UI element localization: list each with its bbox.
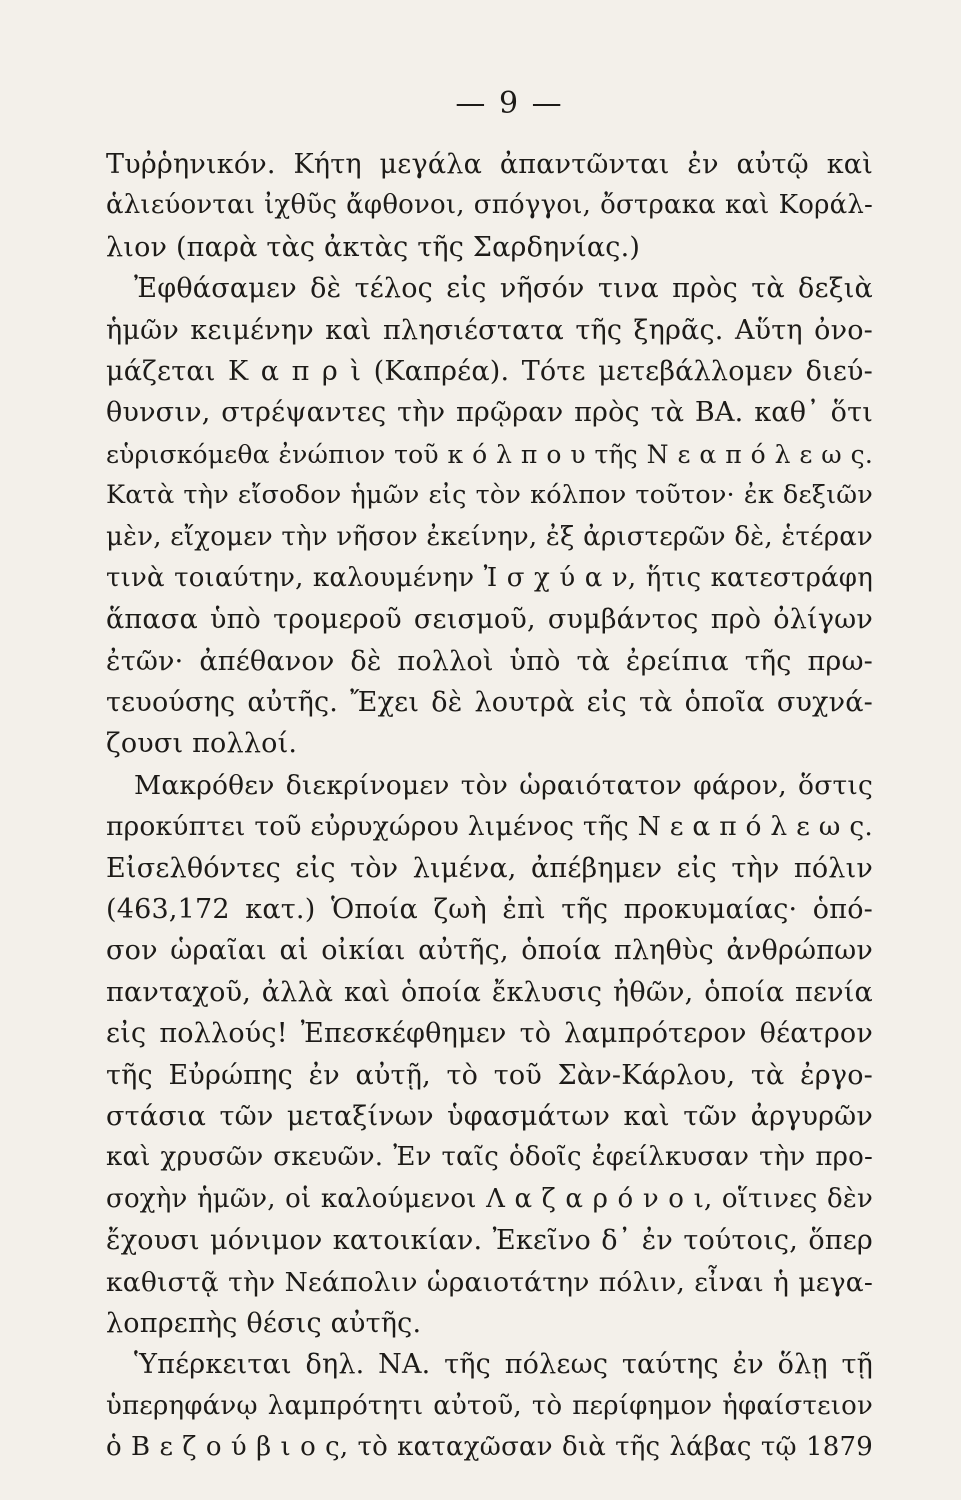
text-line: καθιστᾷ τὴν Νεάπολιν ὡραιοτάτην πόλιν, εἶναι ἡ μεγα- — [106, 1266, 873, 1298]
text-line: ἡμῶν κειμένην καὶ πλησιέστατα τῆς ξηρᾶς. Αὕτη ὀνο- — [106, 314, 873, 346]
text-line: στάσια τῶν μεταξίνων ὑφασμάτων καὶ τῶν ἀργυρῶν — [106, 1100, 873, 1132]
text-line: Μακρόθεν διεκρίνομεν τὸν ὡραιότατον φάρον, ὅστις — [134, 769, 873, 801]
text-line: καὶ χρυσῶν σκευῶν. Ἐν ταῖς ὁδοῖς ἐφείλκυσαν τὴν προ- — [106, 1142, 873, 1173]
text-line: λοπρεπὴς θέσις αὐτῆς. — [106, 1307, 422, 1339]
text-line: ἅπασα ὑπὸ τρομεροῦ σεισμοῦ, συμβάντος πρὸ ὀλίγων — [106, 604, 873, 636]
text-line: Ὑπέρκειται δηλ. ΝΑ. τῆς πόλεως ταύτης ἐν ὅλῃ τῇ — [134, 1349, 873, 1381]
text-line: τῆς Εὐρώπης ἐν αὐτῇ, τὸ τοῦ Σὰν-Κάρλου, τὰ ἐργο- — [106, 1059, 873, 1091]
text-line: ἐτῶν· ἀπέθανον δὲ πολλοὶ ὑπὸ τὰ ἐρείπια τῆς πρω- — [106, 645, 873, 677]
text-line: (463,172 κατ.) Ὁποία ζωὴ ἐπὶ τῆς προκυμαίας· ὁπό- — [106, 894, 873, 926]
text-line: τευούσης αὐτῆς. Ἔχει δὲ λουτρὰ εἰς τὰ ὁποῖα συχνά- — [106, 687, 873, 719]
text-line: θυνσιν, στρέψαντες τὴν πρῷραν πρὸς τὰ ΒΑ. καθ᾽ ὅτι — [106, 397, 873, 429]
page-number: — 9 — — [455, 86, 564, 121]
text-line: μὲν, εἴχομεν τὴν νῆσον ἐκείνην, ἐξ ἀριστερῶν δὲ, ἑτέραν — [106, 521, 873, 552]
text-line: Κατὰ τὴν εἴσοδον ἡμῶν εἰς τὸν κόλπον τοῦτον· ἐκ δεξιῶν — [106, 480, 873, 511]
text-line: προκύπτει τοῦ εὐρυχώρου λιμένος τῆς Ν ε α π ό λ ε ω ς. — [106, 811, 873, 843]
text-line: ζουσι πολλοί. — [106, 728, 298, 760]
text-line: εἰς πολλούς! Ἐπεσκέφθημεν τὸ λαμπρότερον θέατρον — [106, 1018, 873, 1050]
text-line: λιον (παρὰ τὰς ἀκτὰς τῆς Σαρδηνίας.) — [106, 231, 641, 263]
text-line: Εἰσελθόντες εἰς τὸν λιμένα, ἀπέβημεν εἰς τὴν πόλιν — [106, 852, 873, 884]
text-line: Ἐφθάσαμεν δὲ τέλος εἰς νῆσόν τινα πρὸς τὰ δεξιὰ — [134, 273, 873, 305]
text-line: ὁ Β ε ζ ο ύ β ι ο ς, τὸ καταχῶσαν διὰ τῆς λάβας τῷ 1879 — [106, 1432, 873, 1463]
text-line: ἁλιεύονται ἰχθῦς ἄφθονοι, σπόγγοι, ὄστρακα καὶ Κοράλ- — [106, 190, 873, 221]
text-line: σον ὡραῖαι αἱ οἰκίαι αὐτῆς, ὁποία πληθὺς ἀνθρώπων — [106, 935, 873, 967]
text-line: εὑρισκόμεθα ἐνώπιον τοῦ κ ό λ π ο υ τῆς Ν ε α π ό λ ε ω ς. — [106, 439, 873, 469]
text-line: σοχὴν ἡμῶν, οἱ καλούμενοι Λ α ζ α ρ ό ν ο ι, οἵτινες δὲν — [106, 1183, 873, 1214]
text-line: τινὰ τοιαύτην, καλουμένην Ἰ σ χ ύ α ν, ἥτις κατεστράφη — [106, 562, 873, 593]
text-line: μάζεται Κ α π ρ ὶ (Καπρέα). Τότε μετεβάλλομεν διεύ- — [106, 355, 873, 387]
text-body — [106, 144, 873, 1469]
text-line: πανταχοῦ, ἀλλὰ καὶ ὁποία ἔκλυσις ἠθῶν, ὁποία πενία — [106, 976, 873, 1008]
text-line: Τυῤῥηνικόν. Κήτη μεγάλα ἀπαντῶνται ἐν αὐτῷ καὶ — [106, 149, 873, 180]
text-line: ὑπερηφάνῳ λαμπρότητι αὐτοῦ, τὸ περίφημον ἡφαίστειον — [106, 1390, 873, 1421]
text-line: ἔχουσι μόνιμον κατοικίαν. Ἐκεῖνο δ᾽ ἐν τούτοις, ὅπερ — [106, 1225, 873, 1257]
